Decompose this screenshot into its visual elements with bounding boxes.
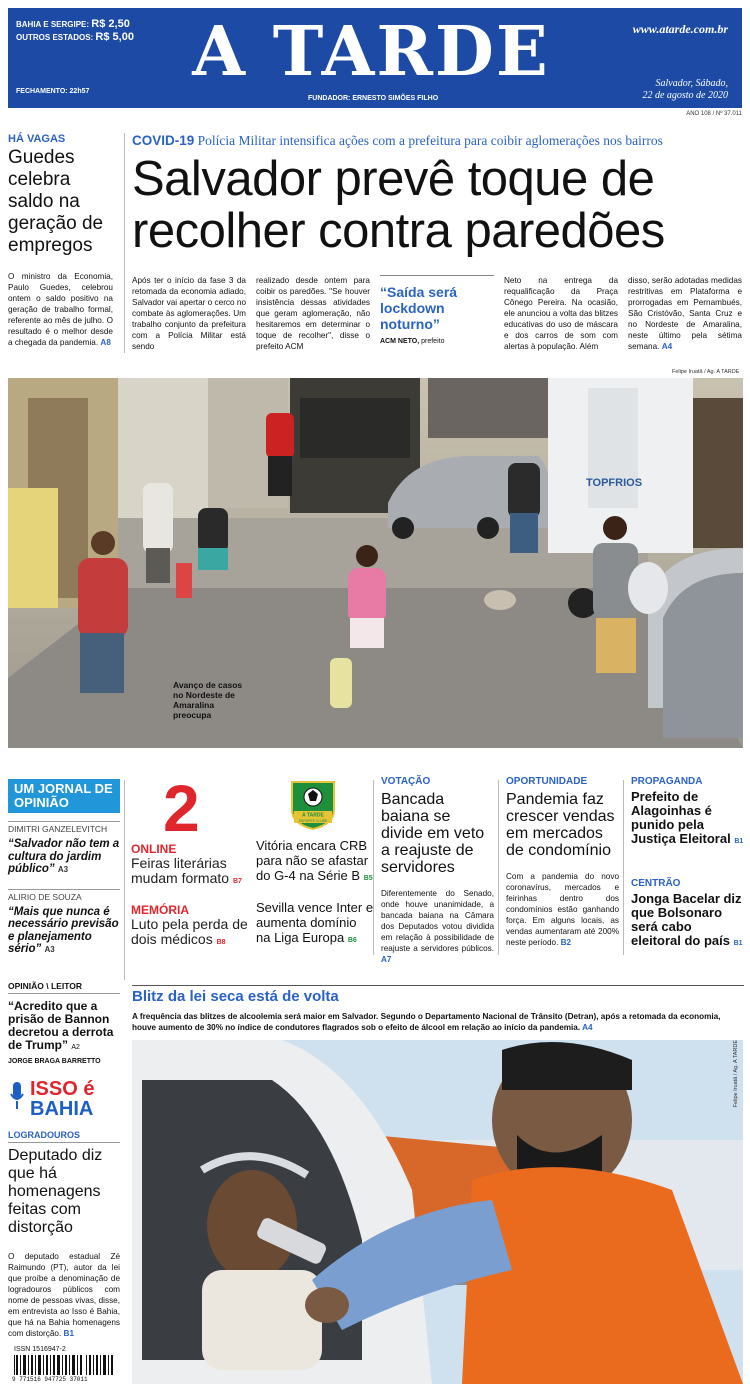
closing-time: FECHAMENTO: 22h57 [16, 88, 90, 95]
lead-pull-quote [380, 275, 494, 352]
story-logradouros-body [8, 1251, 120, 1339]
story-centrao-ref: B1 [733, 940, 743, 947]
memoria-item[interactable] [131, 903, 249, 950]
story-propaganda-title-text: Prefeito de Alagoinhas é punido pela Justiça Eleitoral [631, 789, 731, 846]
story-lei-seca-body [132, 1011, 744, 1033]
story-lei-seca-ref: A4 [582, 1023, 593, 1032]
story-votacao-kicker: VOTAÇÃO [381, 776, 431, 787]
story-votacao-body [381, 888, 494, 965]
lead-subtitle-line [132, 133, 744, 149]
sport-story-2[interactable] [256, 900, 374, 948]
story-oportunidade-kicker: OPORTUNIDADE [506, 776, 588, 787]
newspaper-logo: A TARDE [192, 12, 550, 92]
lead-body-columns [132, 275, 744, 352]
sport-story-1-ref: B5 [363, 875, 373, 882]
lead-quote-role: prefeito [421, 338, 445, 345]
opinion-section [8, 779, 120, 957]
story-oportunidade-body [506, 871, 619, 948]
street-scene-image [8, 378, 743, 748]
sports-items [256, 838, 374, 948]
story-logradouros-title[interactable]: Deputado diz que há homenagens feitas com distorção [8, 1147, 103, 1236]
website-link[interactable]: www.atarde.com.br [632, 22, 728, 36]
price-other-value: R$ 5,00 [95, 31, 134, 43]
lei-seca-photo [132, 1040, 743, 1384]
story-propaganda-title[interactable] [631, 790, 744, 849]
story-logradouros-text: O deputado estadual Zé Raimundo (PT), autor da lei que proíbe a denominação de logradouros públicos com nome de pessoas vivas, disse, em entrevista ao Isso é Bahia, que há na Bahia homenagens com distorção. [8, 1252, 120, 1338]
dateline-date: 22 de agosto de 2020 [642, 90, 728, 101]
svg-text:TOPFRIOS: TOPFRIOS [586, 477, 643, 489]
lead-col-1: Após ter o início da fase 3 da retomada da economia adiado, Salvador vai apertar o cerco no combate às aglomerações. Um trabalho conjunto da prefeitura com a Polícia Militar está sendo [132, 276, 246, 351]
price-bahia-value: R$ 2,50 [91, 18, 130, 30]
story-vagas-text: O ministro da Economia, Paulo Guedes, celebrou ontem o saldo positivo na geração de trabalho formal, referente ao mês de julho. O resultado é o melhor desde a chegada da pandemia. [8, 272, 113, 347]
column-divider [373, 780, 374, 955]
story-propaganda-kicker: PROPAGANDA [631, 776, 703, 787]
story-lei-seca-text: A frequência das blitzes de alcoolemia será maior em Salvador. Segundo o Departamento Nacional de Trânsito (Detran), após a retomada da economia, houve aumento de 30% no índice de condutores flagrados sob o efeito de álcool em relação ao início da pandemia. [132, 1012, 721, 1032]
price-other-label: OUTROS ESTADOS: [16, 33, 94, 42]
lead-ref: A4 [661, 342, 673, 351]
reader-opinion-ref: A2 [71, 1044, 80, 1051]
page-two-number: 2 [163, 771, 200, 845]
story-oportunidade-text: Com a pandemia do novo coronavírus, mercados e feirinhas dentro dos condomínios estão ganhando força. Em alguns locais, as vendas aumentaram até 200% neste período. [506, 872, 619, 947]
microphone-icon [10, 1082, 24, 1112]
story-centrao-title-text: Jonga Bacelar diz que Bolsonaro será cabo eleitoral do país [631, 891, 742, 948]
online-text-body: Feiras literárias mudam formato [131, 855, 230, 886]
lead-headline[interactable]: Salvador prevê toque de recolher contra paredões [132, 152, 665, 258]
story-vagas [8, 133, 113, 348]
memoria-text-body: Luto pela perda de dois médicos [131, 916, 248, 947]
lead-col-4 [628, 275, 742, 352]
column-divider [623, 780, 624, 955]
story-logradouros-ref: B1 [63, 1329, 74, 1338]
photo2-credit: Felipe Iruatã / Ag. A TARDE [733, 1040, 739, 1108]
column-divider [124, 133, 125, 353]
photo1-credit: Felipe Iruatã / Ag. A TARDE [672, 369, 740, 375]
story-propaganda-ref: B1 [734, 838, 744, 845]
story-lei-seca [132, 985, 744, 1033]
breathalyzer-scene-image [132, 1040, 743, 1384]
memoria-text [131, 917, 249, 950]
sport-story-2-text: Sevilla vence Inter e aumenta domínio na Liga Europa [256, 900, 374, 945]
dateline-city-day: Salvador, Sábado, [655, 78, 728, 89]
reader-opinion [8, 981, 120, 1065]
opinion-banner: UM JORNAL DE OPINIÃO [8, 779, 120, 813]
dateline [642, 78, 728, 102]
opinion-quote-1-text: “Salvador não tem a cultura do jardim público” [8, 838, 120, 875]
sport-story-1-text: Vitória encara CRB para não se afastar do G-4 na Série B [256, 838, 369, 883]
story-oportunidade-ref: B2 [560, 938, 572, 947]
reader-opinion-quote-text: “Acredito que a prisão de Bannon decretou a derrota de Trump” [8, 999, 114, 1052]
lead-story [132, 133, 744, 351]
column-divider [124, 780, 125, 980]
story-vagas-kicker: HÁ VAGAS [8, 133, 66, 145]
opinion-quote-2-text: “Mais que nunca é necessário previsão e planejamento sério” [8, 905, 119, 955]
isso-e-bahia-logo [8, 1078, 120, 1124]
masthead [8, 8, 742, 108]
story-centrao [631, 878, 744, 951]
online-item[interactable] [131, 842, 249, 889]
isso-logo-line1: ISSO é [30, 1078, 95, 1100]
reader-opinion-header: OPINIÃO \ LEITOR [8, 981, 120, 994]
barcode-digits: 9 771516 947725 37011 [12, 1376, 88, 1383]
founder: FUNDADOR: ERNESTO SIMÕES FILHO [308, 95, 439, 102]
opinion-quote-2-ref: A3 [44, 945, 55, 954]
story-vagas-ref: A8 [100, 338, 111, 347]
column-divider [498, 780, 499, 955]
lead-kicker: COVID-19 [132, 133, 195, 148]
crest-label: A TARDE [302, 812, 324, 819]
story-propaganda [631, 776, 744, 849]
esporte-clube-crest-icon [288, 780, 338, 830]
lead-quote-name: ACM NETO, [380, 338, 420, 345]
online-text [131, 856, 249, 889]
reader-opinion-quote[interactable] [8, 1000, 120, 1054]
lead-photo [8, 378, 743, 748]
opinion-quote-2[interactable] [8, 906, 120, 957]
price-bahia-label: BAHIA E SERGIPE: [16, 20, 90, 29]
price-box [16, 18, 134, 44]
story-votacao-title[interactable]: Bancada baiana se divide em veto a reajuste de servidores [381, 791, 485, 876]
story-lei-seca-title[interactable]: Blitz da lei seca está de volta [132, 988, 339, 1005]
story-vagas-title[interactable]: Guedes celebra saldo na geração de empregos [8, 147, 104, 256]
online-ref: B7 [232, 878, 242, 885]
opinion-quote-1[interactable] [8, 838, 120, 877]
crest-sub-label: ESPORTE CLUBE [298, 819, 328, 823]
opinion-quote-1-ref: A3 [57, 865, 69, 874]
sport-story-1[interactable] [256, 838, 374, 900]
story-logradouros-kicker: LOGRADOUROS [8, 1130, 120, 1143]
story-votacao-ref: A7 [381, 955, 392, 964]
lead-photo-caption: Avanço de casos no Nordeste de Amaralina preocupa [173, 680, 243, 720]
lead-col-4-text: disso, serão adotadas medidas restritivas em Plataforma e prorrogadas em Pernambués, São Cristóvão, Santa Cruz e no Nordeste de Amaralina, neste último pela sétima semana. [628, 276, 742, 351]
edition-number: ANO 108 / Nº 37.011 [686, 111, 742, 117]
story-centrao-kicker: CENTRÃO [631, 878, 681, 889]
online-kicker: ONLINE [131, 842, 177, 856]
story-votacao-text: Diferentemente do Senado, onde houve unanimidade, a bancada baiana na Câmara dos Deputados votou dividida em relação à possibilidade de reajuste a servidores públicos. [381, 889, 494, 953]
memoria-kicker: MEMÓRIA [131, 903, 189, 917]
story-vagas-body [8, 271, 113, 348]
story-oportunidade [506, 776, 619, 948]
lead-quote-text: “Saída será lockdown noturno” [380, 284, 458, 332]
lead-col-3: Neto na entrega da requalificação da Praça Cônego Pereira. Na ocasião, ele anunciou a volta das blitzes educativas do uso de máscara e dos carros de som com alertas à população. Além [504, 276, 618, 351]
opinion-author-2: ALIRIO DE SOUZA [8, 889, 120, 902]
story-logradouros [8, 1130, 120, 1339]
issn-number: ISSN 1516947-2 [14, 1346, 66, 1353]
barcode [10, 1346, 118, 1384]
lead-col-2: realizado desde ontem para coibir os paredões. "Se houver insistência dessas atividades que geram aglomeração, não hesitaremos em determinar o toque de recolher", disse o prefeito ACM [256, 276, 370, 351]
lead-quote-author [380, 338, 494, 345]
memoria-ref: B8 [216, 939, 226, 946]
reader-opinion-author: JORGE BRAGA BARRETTO [8, 1058, 101, 1065]
story-oportunidade-title[interactable]: Pandemia faz crescer vendas em mercados de condomínio [506, 791, 615, 859]
story-centrao-title[interactable] [631, 892, 744, 951]
lead-subtitle: Polícia Militar intensifica ações com a prefeitura para coibir aglomerações nos bairros [197, 133, 663, 148]
isso-logo-line2: BAHIA [30, 1098, 94, 1120]
opinion-author-1: DIMITRI GANZELEVITCH [8, 821, 120, 834]
story-votacao [381, 776, 494, 965]
sport-story-2-ref: B6 [347, 937, 357, 944]
